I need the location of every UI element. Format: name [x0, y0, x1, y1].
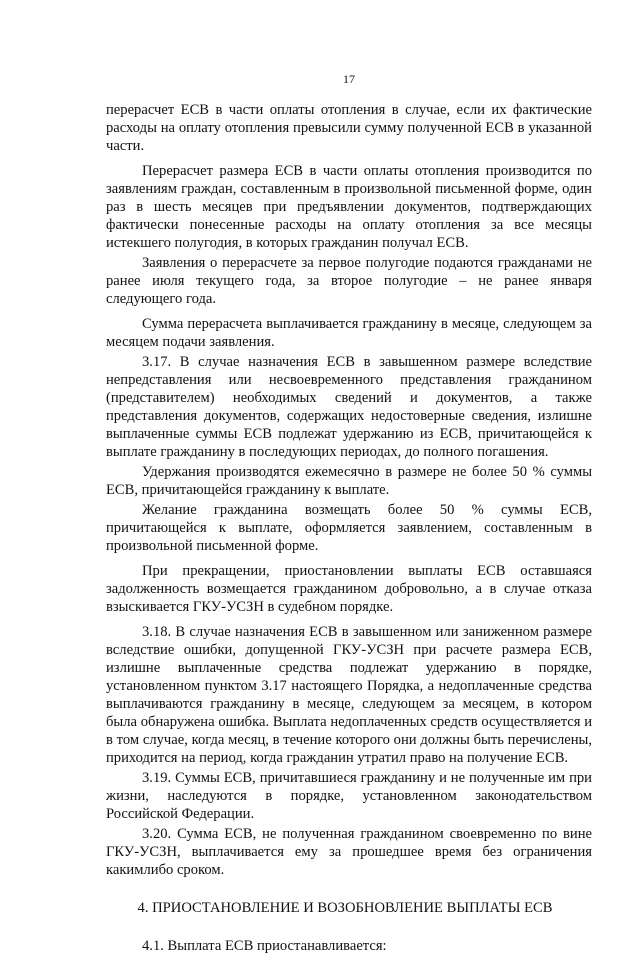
paragraph-3-20: 3.20. Сумма ЕСВ, не полученная гражданином своевременно по вине ГКУ-УСЗН, выплачивается ему за прошедшее время без ограничения какимлибо сроком. — [106, 826, 592, 878]
paragraph-3-19: 3.19. Суммы ЕСВ, причитавшиеся гражданину и не полученные им при жизни, наследуются в порядке, установленном законодательством Российской Федерации. — [106, 770, 592, 822]
paragraph-recalc-payment: Сумма перерасчета выплачивается гражданину в месяце, следующем за месяцем подачи заявления. — [106, 316, 592, 350]
subsection-4-1: 4.1. Выплата ЕСВ приостанавливается: — [142, 938, 387, 954]
paragraph-over-50-percent: Желание гражданина возмещать более 50 % суммы ЕСВ, причитающейся к выплате, оформляется заявлением, составленным в произвольной письменной форме. — [106, 502, 592, 554]
paragraph-3-18: 3.18. В случае назначения ЕСВ в завышенном или заниженном размере вследствие ошибки, допущенной ГКУ-УСЗН при расчете размера ЕСВ, излишне выплаченные средства подлежат удержанию в порядке, установленном пунктом 3.17 настоящего Порядка, а недоплаченные средства выплачиваются гражданину в месяце, следующем за месяцем, в котором была обнаружена ошибка. Выплата недоплаченных средств осуществляется и в том случае, когда месяц, в течение которого они должны быть перечислены, приходится на период, когда гражданин утратил право на получение ЕСВ. — [106, 624, 592, 766]
paragraph-recalc-procedure: Перерасчет размера ЕСВ в части оплаты отопления производится по заявлениям граждан, составленным в произвольной письменной форме, один раз в шесть месяцев при предъявлении документов, подтверждающих фактически понесенные расходы на оплату отопления за все месяцы истекшего полугодия, в которых гражданин получал ЕСВ. — [106, 163, 592, 251]
page-number: 17 — [343, 72, 355, 86]
section-heading: 4. ПРИОСТАНОВЛЕНИЕ И ВОЗОБНОВЛЕНИЕ ВЫПЛАТЫ ЕСВ — [137, 900, 553, 916]
paragraph-deductions: Удержания производятся ежемесячно в размере не более 50 % суммы ЕСВ, причитающейся гражданину к выплате. — [106, 464, 592, 498]
paragraph-3-17: 3.17. В случае назначения ЕСВ в завышенном размере вследствие непредставления или несвоевременного представления гражданином (представителем) необходимых сведений и документов, а также представления документов, содержащих недостоверные сведения, излишне выплаченные суммы ЕСВ подлежат удержанию из ЕСВ, причитающейся к выплате гражданину в последующих периодах, до полного погашения. — [106, 354, 592, 460]
paragraph-recalc-applications: Заявления о перерасчете за первое полугодие подаются гражданами не ранее июля текущего года, за второе полугодие – не ранее января следующего года. — [106, 255, 592, 307]
paragraph-termination-debt: При прекращении, приостановлении выплаты ЕСВ оставшаяся задолженность возмещается гражданином добровольно, а в случае отказа взыскивается ГКУ-УСЗН в судебном порядке. — [106, 563, 592, 615]
paragraph-heating-recalc-continuation: перерасчет ЕСВ в части оплаты отопления в случае, если их фактические расходы на оплату отопления превысили сумму полученной ЕСВ в указанной части. — [106, 102, 592, 154]
